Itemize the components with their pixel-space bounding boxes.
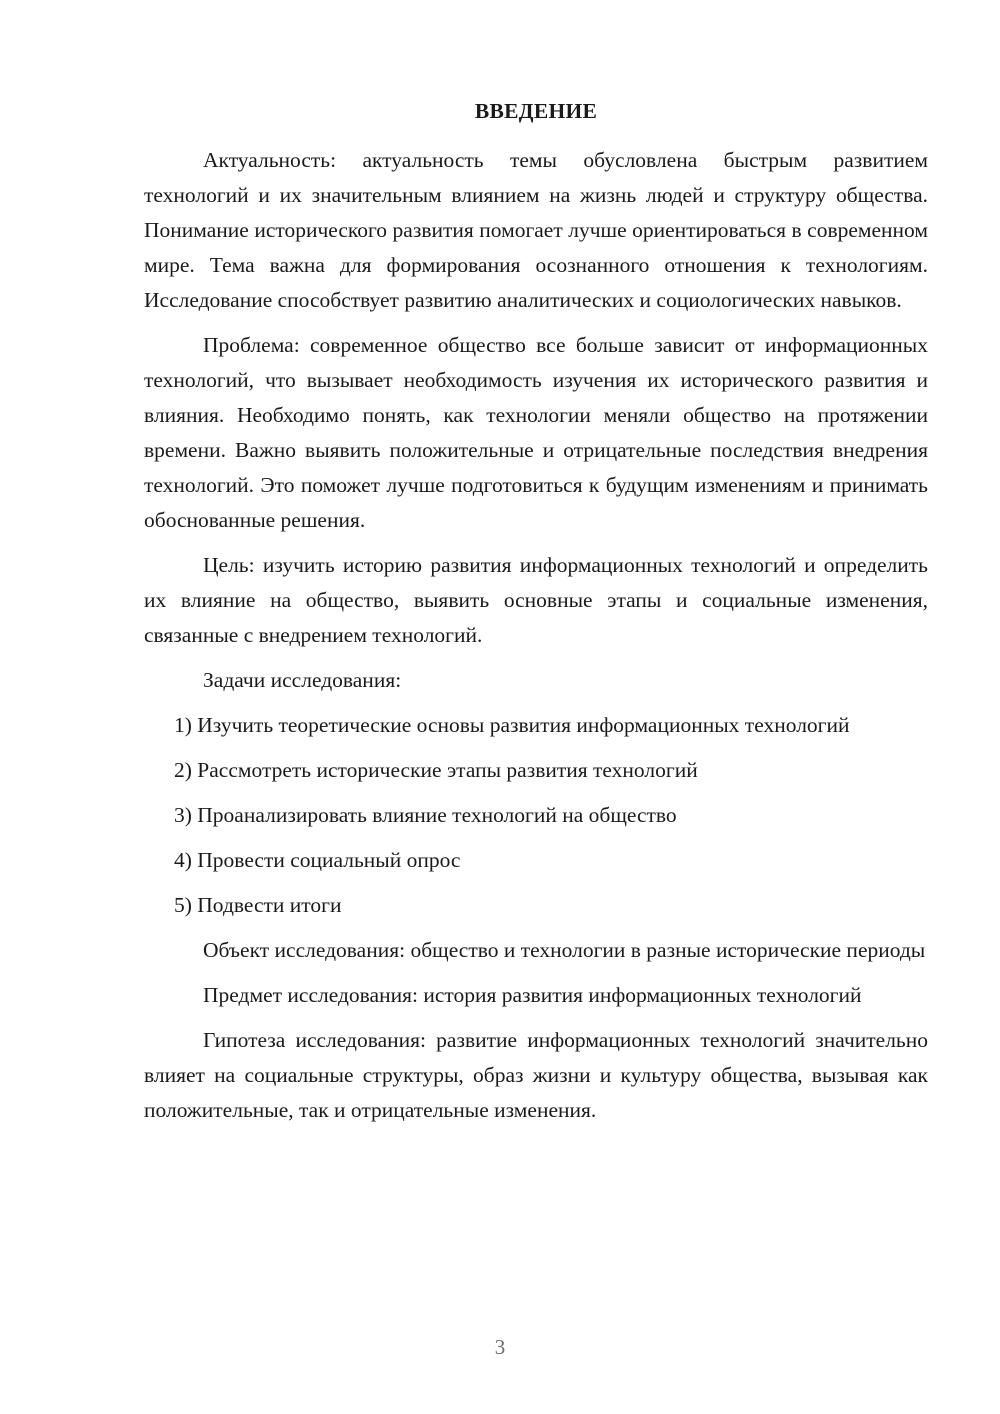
document-page xyxy=(144,96,928,1138)
task-item-4: 4) Провести социальный опрос xyxy=(174,848,461,872)
hypothesis-paragraph: Гипотеза исследования: развитие информационных технологий значительно влияет на социальные структуры, образ жизни и культуру общества, вызывая как положительные, так и отрицательные изменения. xyxy=(144,1028,928,1122)
task-item-1: 1) Изучить теоретические основы развития информационных технологий xyxy=(174,713,850,737)
tasks-heading: Задачи исследования: xyxy=(203,668,402,692)
goal-paragraph: Цель: изучить историю развития информационных технологий и определить их влияние на общество, выявить основные этапы и социальные изменения, связанные с внедрением технологий. xyxy=(144,553,928,647)
relevance-paragraph: Актуальность: актуальность темы обусловлена быстрым развитием технологий и их значительным влиянием на жизнь людей и структуру общества. Понимание исторического развития помогает лучше ориентироваться в современном мире. Тема важна для формирования осознанного отношения к технологиям. Исследование способствует развитию аналитических и социологических навыков. xyxy=(144,148,928,312)
task-item-3: 3) Проанализировать влияние технологий на общество xyxy=(174,803,677,827)
task-item-5: 5) Подвести итоги xyxy=(174,893,342,917)
problem-paragraph: Проблема: современное общество все больше зависит от информационных технологий, что вызывает необходимость изучения их исторического развития и влияния. Необходимо понять, как технологии меняли общество на протяжении времени. Важно выявить положительные и отрицательные последствия внедрения технологий. Это поможет лучше подготовиться к будущим изменениям и принимать обоснованные решения. xyxy=(144,333,928,532)
section-title: ВВЕДЕНИЕ xyxy=(474,99,598,123)
task-item-2: 2) Рассмотреть исторические этапы развития технологий xyxy=(174,758,698,782)
object-paragraph: Объект исследования: общество и технологии в разные исторические периоды xyxy=(203,938,926,962)
subject-paragraph: Предмет исследования: история развития информационных технологий xyxy=(203,983,862,1007)
page-number: 3 xyxy=(494,1335,506,1359)
